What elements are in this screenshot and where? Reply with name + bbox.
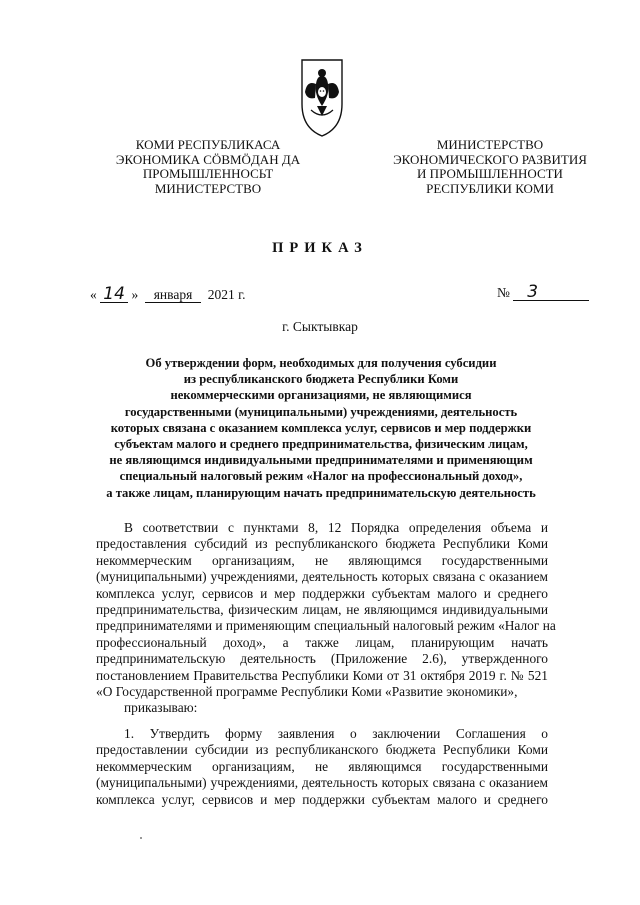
subject-line: специальный налоговый режим «Налог на профессиональный доход», <box>119 469 523 484</box>
paragraph-line: предпринимательскую деятельность (Приложение 2.6), утвержденного <box>96 651 548 667</box>
paragraph-line: (муниципальными) учреждениями, деятельность которых связана с оказанием <box>96 569 548 585</box>
date-day: 14 <box>100 286 128 303</box>
paragraph-line: некоммерческим организациям, не являющимся государственными <box>96 552 548 568</box>
paragraph-line: «О Государственной программе Республики Коми «Развитие экономики», <box>96 683 518 699</box>
paragraph-line: постановлением Правительства Республики Коми от 31 октября 2019 г. № 521 <box>96 667 548 683</box>
header-left-line-2: ЭКОНОМИКА СÖВМÖДАН ДА <box>115 151 301 167</box>
number-label: № <box>497 285 510 300</box>
date-close-quote: » <box>131 287 139 302</box>
scan-speck <box>140 837 142 839</box>
header-left-line-3: ПРОМЫШЛЕННОСЬТ <box>142 166 274 181</box>
header-right-line-4: РЕСПУБЛИКИ КОМИ <box>426 180 554 196</box>
header-right-line-1: МИНИСТЕРСТВО <box>436 137 544 152</box>
subject-line: некоммерческими организациями, не являющимися <box>170 388 472 403</box>
paragraph-line: предпринимателями и применяющим специальный налоговый режим «Налог на <box>96 618 556 634</box>
subject-line: субъектам малого и среднего предпринимательства, физическим лицам, <box>114 437 528 452</box>
paragraph-line: предоставлении субсидии из республиканского бюджета Республики Коми <box>96 742 548 758</box>
paragraph-line: профессиональный доход», а также лицам, планирующим начать <box>96 634 548 650</box>
order-number <box>497 284 589 301</box>
paragraph-line: (муниципальными) учреждениями, деятельность которых связана с оказанием <box>96 775 548 791</box>
subject-line: не являющимся индивидуальными предпринимателями и применяющим <box>109 453 533 468</box>
date-year: 2021 г. <box>207 287 246 302</box>
header-russian-language <box>392 138 588 196</box>
paragraph-line: В соответствии с пунктами 8, 12 Порядка определения объема и <box>124 520 548 535</box>
order-item-1 <box>96 726 548 808</box>
number-value: 3 <box>513 284 589 301</box>
subject-line: государственными (муниципальными) учреждениями, деятельность <box>124 404 518 419</box>
header-left-line-4: МИНИСТЕРСТВО <box>154 180 262 196</box>
coat-of-arms-icon <box>297 54 347 140</box>
date-month: января <box>145 288 201 303</box>
paragraph-line: комплекса услуг, сервисов и мер поддержки субъектам малого и среднего <box>96 585 548 601</box>
document-title: ПРИКАЗ <box>272 240 368 256</box>
header-left-line-1: КОМИ РЕСПУБЛИКАСА <box>135 137 281 152</box>
order-date <box>90 286 246 303</box>
paragraph-line: некоммерческим организациям, не являющимся государственными <box>96 758 548 774</box>
subject-line: Об утверждении форм, необходимых для получения субсидии <box>145 356 497 370</box>
paragraph-line: 1. Утвердить форму заявления о заключении Соглашения о <box>124 726 548 741</box>
preamble-paragraph <box>96 520 556 717</box>
subject-line: из республиканского бюджета Республики Коми <box>183 372 459 387</box>
subject-line: а также лицам, планирующим начать предпринимательскую деятельность <box>106 485 536 500</box>
paragraph-line: предпринимательства, физическим лицам, не являющимся индивидуальными <box>96 601 548 617</box>
header-right-line-2: ЭКОНОМИЧЕСКОГО РАЗВИТИЯ <box>393 151 587 167</box>
paragraph-line-order: приказываю: <box>124 700 198 716</box>
paragraph-line: комплекса услуг, сервисов и мер поддержки субъектам малого и среднего <box>96 791 548 807</box>
paragraph-line: предоставления субсидий из республиканского бюджета Республики Коми <box>96 536 548 552</box>
city: г. Сыктывкар <box>282 319 358 334</box>
order-subject <box>96 355 546 501</box>
date-open-quote: « <box>90 287 97 302</box>
header-komi-language <box>108 138 308 196</box>
header-right-line-3: И ПРОМЫШЛЕННОСТИ <box>417 166 563 181</box>
subject-line: которых связана с оказанием комплекса услуг, сервисов и мер поддержки <box>110 420 532 435</box>
